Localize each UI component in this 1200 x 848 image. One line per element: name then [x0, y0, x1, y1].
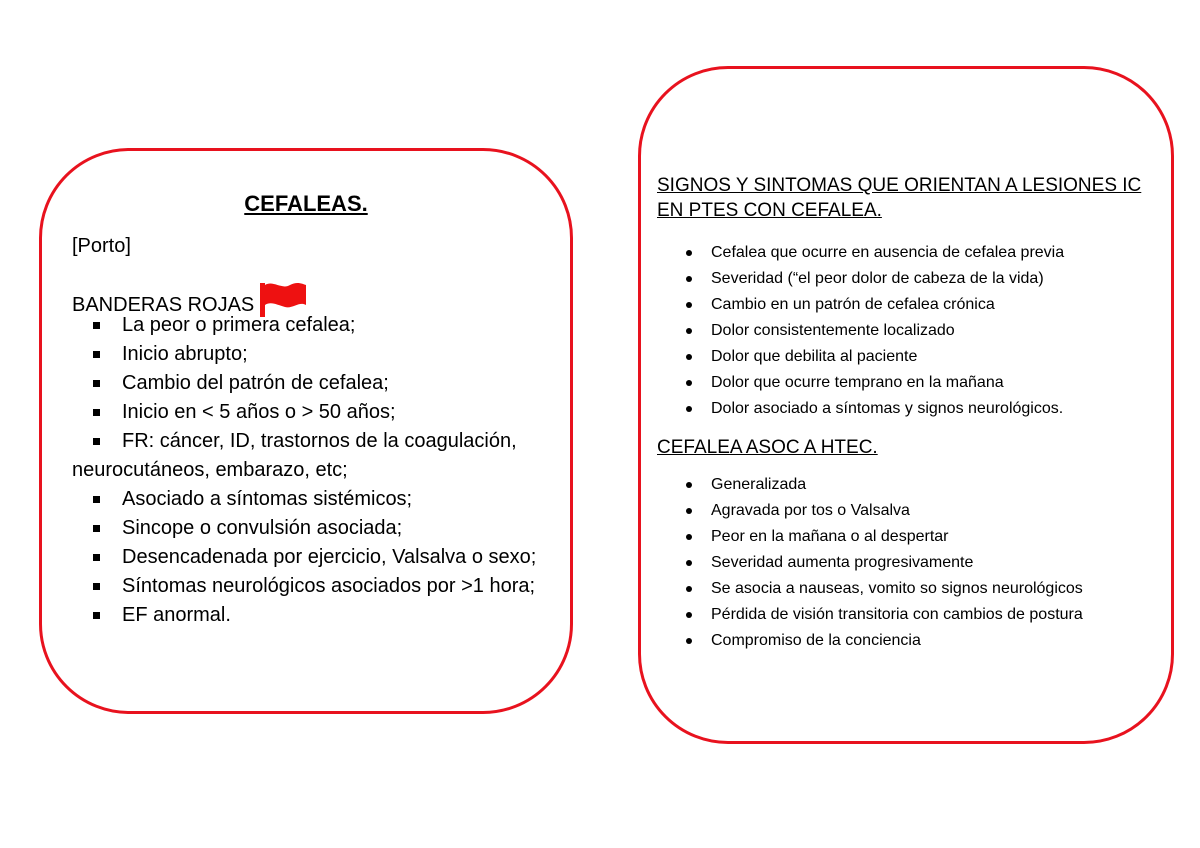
list-item: Se asocia a nauseas, vomito so signos neurológicos	[657, 576, 1161, 602]
list-item: Severidad (“el peor dolor de cabeza de la vida)	[657, 266, 1161, 292]
section-title-htec: CEFALEA ASOC A HTEC.	[657, 437, 878, 458]
list-item: Cambio del patrón de cefalea;	[72, 369, 550, 398]
list-item: Generalizada	[657, 472, 1161, 498]
list-item: Inicio abrupto;	[72, 340, 550, 369]
list-item: Cefalea que ocurre en ausencia de cefalea previa	[657, 240, 1161, 266]
list-item: Inicio en < 5 años o > 50 años;	[72, 398, 550, 427]
source-label: [Porto]	[72, 235, 131, 257]
list-item: Dolor asociado a síntomas y signos neurológicos.	[657, 396, 1161, 422]
list-item: Compromiso de la conciencia	[657, 628, 1161, 654]
list-item: Desencadenada por ejercicio, Valsalva o sexo;	[72, 543, 550, 572]
card-title: CEFALEAS.	[244, 191, 368, 216]
list-item: Cambio en un patrón de cefalea crónica	[657, 292, 1161, 318]
list-item: EF anormal.	[72, 601, 550, 630]
htec-list	[657, 472, 1161, 654]
list-item: Sincope o convulsión asociada;	[72, 514, 550, 543]
section-title-line: SIGNOS Y SINTOMAS QUE ORIENTAN A LESIONES IC	[657, 175, 1142, 196]
list-item: Peor en la mañana o al despertar	[657, 524, 1161, 550]
section-title-ic	[657, 173, 1141, 223]
ic-signs-list	[657, 240, 1161, 422]
list-item: Severidad aumenta progresivamente	[657, 550, 1161, 576]
subtitle-text: BANDERAS ROJAS	[72, 294, 255, 316]
list-item: La peor o primera cefalea;	[72, 311, 550, 340]
list-item: Asociado a síntomas sistémicos;	[72, 485, 550, 514]
list-item: Dolor consistentemente localizado	[657, 318, 1161, 344]
red-flags-list	[72, 311, 550, 630]
list-item: Síntomas neurológicos asociados por >1 hora;	[72, 572, 550, 601]
section-title-line: EN PTES CON CEFALEA.	[657, 200, 882, 221]
list-item: Dolor que debilita al paciente	[657, 344, 1161, 370]
list-item: Agravada por tos o Valsalva	[657, 498, 1161, 524]
red-flags-card	[39, 148, 573, 714]
list-item: Pérdida de visión transitoria con cambios de postura	[657, 602, 1161, 628]
intracranial-signs-card	[638, 66, 1174, 744]
list-item: FR: cáncer, ID, trastornos de la coagulación, neurocutáneos, embarazo, etc;	[72, 427, 550, 485]
list-item: Dolor que ocurre temprano en la mañana	[657, 370, 1161, 396]
